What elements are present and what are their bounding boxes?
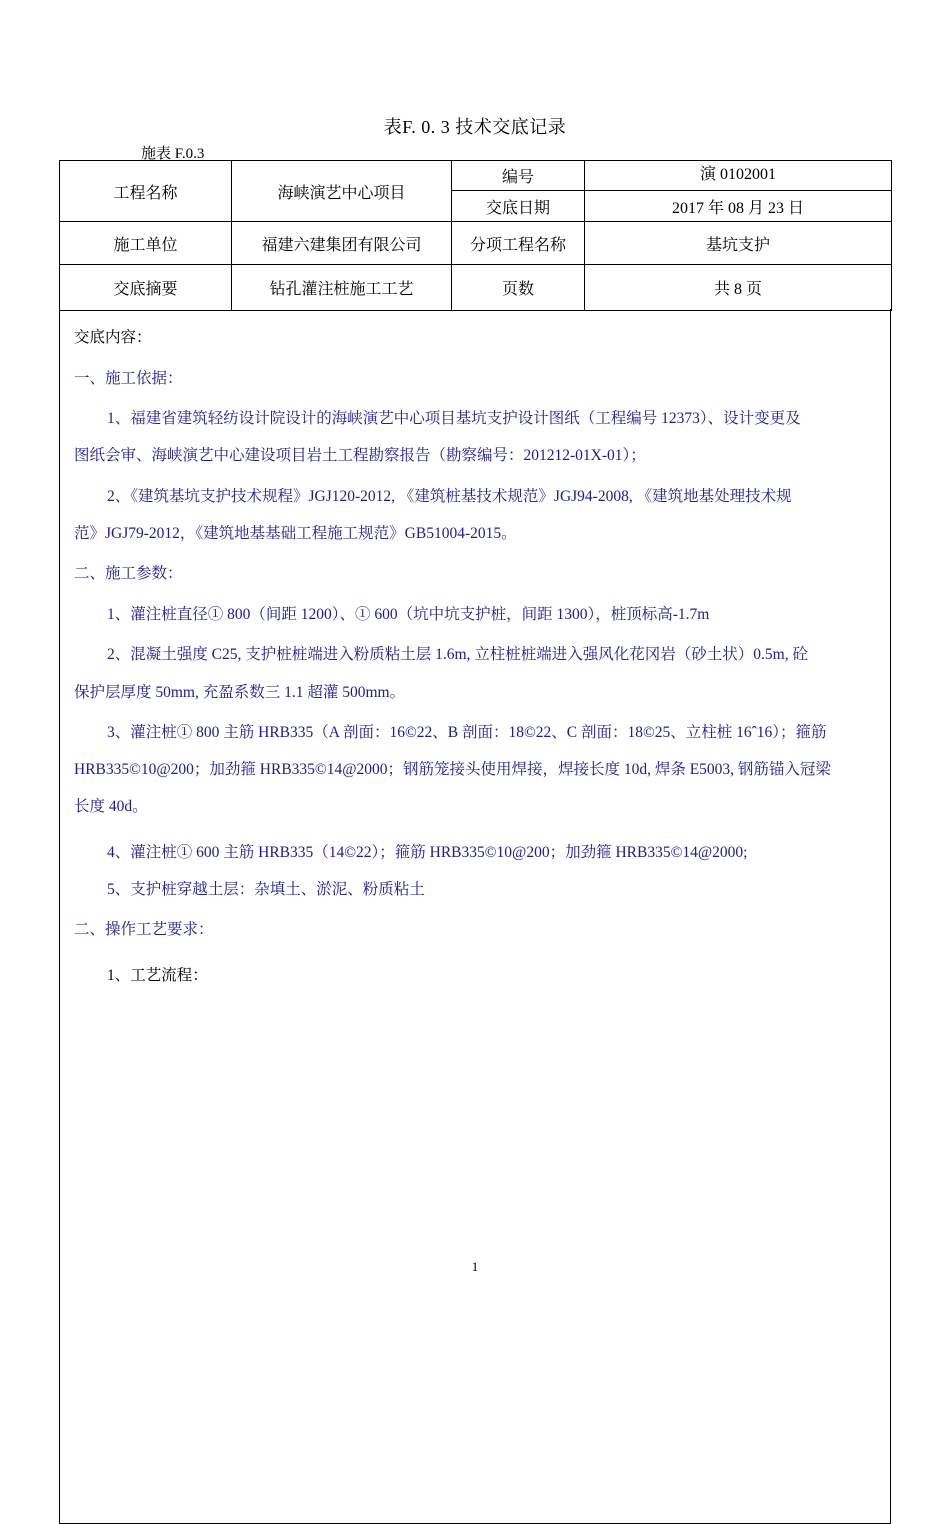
- pages-label: 页数: [452, 265, 585, 311]
- contractor-value: 福建六建集团有限公司: [232, 222, 452, 265]
- section-2-item-5: 5、支护桩穿越土层：杂填土、淤泥、粉质粘土: [107, 881, 425, 898]
- pages-value: 共 8 页: [585, 265, 892, 311]
- section-2-item-3-line-2: HRB335©10@200；加劲箍 HRB335©14@2000；钢筋笼接头使用焊接，焊接长度 10d, 焊条 E5003, 钢筋锚入冠梁: [74, 761, 831, 778]
- project-name-label: 工程名称: [60, 161, 232, 222]
- summary-value: 钻孔灌注桩施工工艺: [232, 265, 452, 311]
- section-1-title: 一、施工依据：: [74, 370, 183, 387]
- form-code: 施表 F.0.3: [141, 146, 205, 162]
- section-1-para-2-line-1: 2、《建筑基坑支护技术规程》JGJ120-2012, 《建筑桩基技术规范》JGJ94-2008, 《建筑地基处理技术规: [107, 488, 792, 505]
- page-number: 1: [471, 1259, 479, 1274]
- header-table: [59, 160, 892, 311]
- date-value: 2017 年 08 月 23 日: [585, 191, 892, 222]
- number-label: 编号: [452, 161, 585, 191]
- number-value: 演 0102001: [585, 161, 892, 191]
- section-2-item-4: 4、灌注桩① 600 主筋 HRB335（14©22）；箍筋 HRB335©10@200；加劲箍 HRB335©14@2000;: [107, 844, 748, 861]
- section-2-item-3-line-1: 3、灌注桩① 800 主筋 HRB335（A 剖面：16©22、B 剖面：18©22、C 剖面：18©25、立柱桩 16ˆ16）；箍筋: [107, 724, 827, 741]
- section-2-item-1: 1、灌注桩直径① 800（间距 1200）、① 600（坑中坑支护桩，间距 1300），桩顶标高-1.7m: [107, 606, 710, 623]
- project-name-value: 海峡演艺中心项目: [232, 161, 452, 222]
- section-2-item-3-line-3: 长度 40d。: [74, 798, 148, 815]
- section-2-title: 二、施工参数：: [74, 565, 183, 582]
- content-heading: 交底内容：: [74, 329, 152, 346]
- section-3-title: 二、操作工艺要求：: [74, 921, 214, 938]
- summary-label: 交底摘要: [60, 265, 232, 311]
- sub-project-value: 基坑支护: [585, 222, 892, 265]
- section-1-para-2-line-2: 范》JGJ79-2012，《建筑地基基础工程施工规范》GB51004-2015。: [74, 525, 517, 542]
- section-1-para-1-line-2: 图纸会审、海峡演艺中心建设项目岩土工程勘察报告（勘察编号：201212-01X-01）；: [74, 447, 646, 464]
- section-2-item-2-line-1: 2、混凝土强度 C25, 支护桩桩端进入粉质粘土层 1.6m, 立柱桩桩端进入强风化花冈岩（砂土状）0.5m, 砼: [107, 646, 808, 663]
- date-label: 交底日期: [452, 191, 585, 222]
- document-title: 表F. 0. 3 技术交底记录: [383, 117, 567, 137]
- content-box: [59, 309, 891, 1524]
- section-1-para-1-line-1: 1、福建省建筑轻纺设计院设计的海峡演艺中心项目基坑支护设计图纸（工程编号 12373）、设计变更及: [107, 410, 801, 427]
- section-2-item-2-line-2: 保护层厚度 50mm, 充盈系数三 1.1 超灌 500mm。: [74, 684, 406, 701]
- section-3-item-1: 1、工艺流程：: [107, 967, 208, 984]
- sub-project-label: 分项工程名称: [452, 222, 585, 265]
- contractor-label: 施工单位: [60, 222, 232, 265]
